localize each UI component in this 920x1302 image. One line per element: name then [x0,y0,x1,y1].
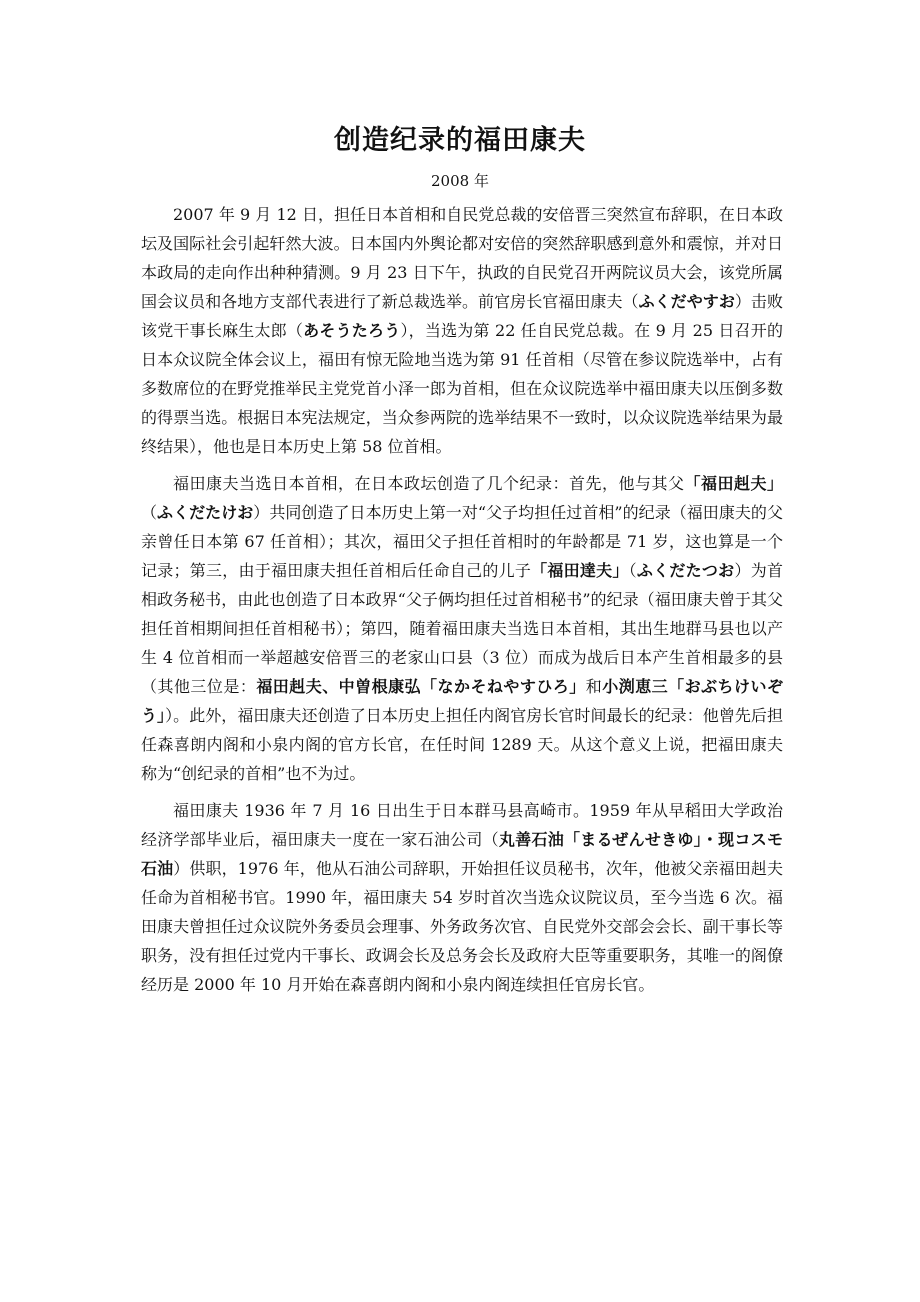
p1-text-2: ）击败该党干事长麻生太郎（ [141,292,783,340]
p2-text-1: 福田康夫当选日本首相，在日本政坛创造了几个纪录：首先，他与其父 [173,474,685,493]
p2-text-2: （ [141,503,158,522]
p2-text-4: （ [628,561,637,580]
paragraph-2 [141,469,783,788]
p3-bold-1: 丸善石油「まるぜんせきゆ」・现コスモ石油 [141,830,783,878]
p2-bold-1: 「福田赳夫」 [684,474,783,493]
p2-text-7: ）。此外，福田康夫还创造了日本历史上担任内阁官房长官时间最长的纪录：他曾先后担任森喜朗内阁和小泉内阁的官方长官，在任时间 1289 天。从这个意义上说，把福田康夫称为“创纪录的首相”也不为过。 [141,706,783,783]
p1-bold-1: ふくだやすお [638,292,735,311]
p1-bold-2: あそうたろう [303,321,401,340]
p3-text-2: ）供职，1976 年，他从石油公司辞职，开始担任议员秘书，次年，他被父亲福田赳夫任命为首相秘书官。1990 年，福田康夫 54 岁时首次当选众议院议员，至今当选 6 次。福田康夫曾担任过众议院外务委员会理事、外务政务次官、自民党外交部会会长、副干事长等职务，没有担任过党内干事长、政调会长及总务会长及政府大臣等重要职务，其唯一的阁僚经历是 2000 年 10 月开始在森喜朗内阁和小泉内阁连续担任官房长官。 [141,859,783,994]
p2-bold-3: 「福田達夫」 [531,561,629,580]
document-body [141,200,783,1007]
paragraph-3 [141,796,783,999]
p2-text-5: ）为首相政务秘书，由此也创造了日本政界“父子俩均担任过首相秘书”的纪录（福田康夫曾于其父担任首相期间担任首相秘书）；第四，随着福田康夫当选日本首相，其出生地群马县也以产生 4 位首相而一举超越安倍晋三的老家山口县（3 位）而成为战后日本产生首相最多的县（其他三位是： [141,561,783,696]
p2-bold-4: ふくだたつお [636,561,735,580]
p2-text-3: ）共同创造了日本历史上第一对“父子均担任过首相”的纪录（福田康夫的父亲曾任日本第 67 任首相）；其次，福田父子担任首相时的年龄都是 71 岁，这也算是一个记录；第三，由于福田康夫担任首相后任命自己的儿子 [141,503,783,580]
paragraph-1 [141,200,783,461]
p1-text-1: 2007 年 9 月 12 日，担任日本首相和自民党总裁的安倍晋三突然宣布辞职，在日本政坛及国际社会引起轩然大波。日本国内外舆论都对安倍的突然辞职感到意外和震惊，并对日本政局的走向作出种种猜测。9 月 23 日下午，执政的自民党召开两院议员大会，该党所属国会议员和各地方支部代表进行了新总裁选举。前官房长官福田康夫（ [141,205,783,311]
document-date: 2008 年 [431,172,489,190]
p2-bold-5: 福田赳夫、中曽根康弘「なかそねやすひろ」 [256,677,586,696]
p1-text-3: ），当选为第 22 任自民党总裁。在 9 月 25 日召开的日本众议院全体会议上，福田有惊无险地当选为第 91 任首相（尽管在参议院选举中，占有多数席位的在野党推举民主党党首小泽一郎为首相，但在众议院选举中福田康夫以压倒多数的得票当选。根据日本宪法规定，当众参两院的选举结果不一致时，以众议院选举结果为最终结果），他也是日本历史上第 58 位首相。 [141,321,783,456]
p2-bold-2: ふくだたけお [157,503,254,522]
p2-text-6: 和 [585,677,603,696]
document-title: 创造纪录的福田康夫 [334,125,586,156]
p2-bold-6: 小渕恵三「おぶちけいぞう」 [141,677,783,725]
p3-text-1: 福田康夫 1936 年 7 月 16 日出生于日本群马县高崎市。1959 年从早稻田大学政治经济学部毕业后，福田康夫一度在一家石油公司（ [141,801,783,849]
